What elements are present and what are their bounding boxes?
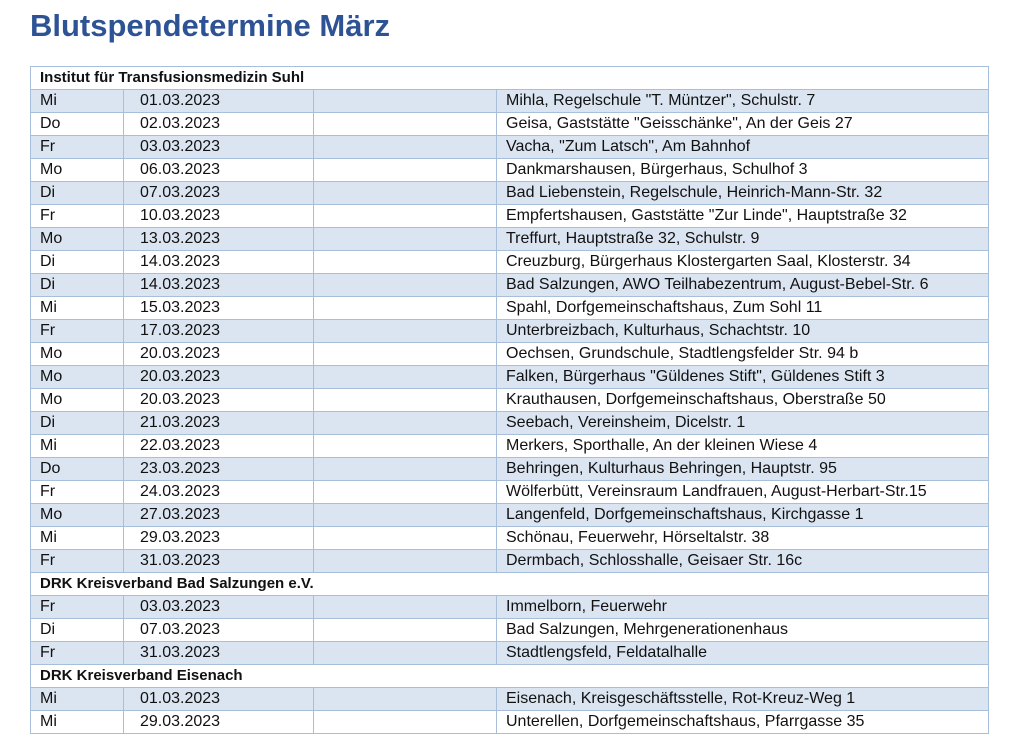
day-cell: Mo: [31, 366, 124, 389]
table-row: [31, 619, 989, 642]
date-cell: 13.03.2023: [124, 228, 314, 251]
date-cell: 23.03.2023: [124, 458, 314, 481]
date-cell: 02.03.2023: [124, 113, 314, 136]
day-cell: Mo: [31, 343, 124, 366]
table-row: [31, 596, 989, 619]
section-header-row: [31, 573, 989, 596]
location-cell: Spahl, Dorfgemeinschaftshaus, Zum Sohl 11: [497, 297, 989, 320]
time-cell: [314, 596, 497, 619]
time-cell: [314, 343, 497, 366]
day-cell: Mo: [31, 159, 124, 182]
table-row: [31, 711, 989, 734]
location-cell: Eisenach, Kreisgeschäftsstelle, Rot-Kreuz-Weg 1: [497, 688, 989, 711]
date-cell: 03.03.2023: [124, 136, 314, 159]
location-cell: Creuzburg, Bürgerhaus Klostergarten Saal, Klosterstr. 34: [497, 251, 989, 274]
location-cell: Wölferbütt, Vereinsraum Landfrauen, August-Herbart-Str.15: [497, 481, 989, 504]
time-cell: [314, 550, 497, 573]
table-row: [31, 90, 989, 113]
location-cell: Treffurt, Hauptstraße 32, Schulstr. 9: [497, 228, 989, 251]
date-cell: 07.03.2023: [124, 182, 314, 205]
time-cell: [314, 182, 497, 205]
day-cell: Mi: [31, 527, 124, 550]
location-cell: Unterellen, Dorfgemeinschaftshaus, Pfarrgasse 35: [497, 711, 989, 734]
day-cell: Fr: [31, 320, 124, 343]
time-cell: [314, 136, 497, 159]
date-cell: 20.03.2023: [124, 366, 314, 389]
date-cell: 03.03.2023: [124, 596, 314, 619]
date-cell: 29.03.2023: [124, 527, 314, 550]
time-cell: [314, 435, 497, 458]
date-cell: 20.03.2023: [124, 389, 314, 412]
location-cell: Vacha, "Zum Latsch", Am Bahnhof: [497, 136, 989, 159]
location-cell: Dankmarshausen, Bürgerhaus, Schulhof 3: [497, 159, 989, 182]
day-cell: Fr: [31, 596, 124, 619]
location-cell: Mihla, Regelschule "T. Müntzer", Schulstr. 7: [497, 90, 989, 113]
table-row: [31, 527, 989, 550]
table-row: [31, 182, 989, 205]
date-cell: 17.03.2023: [124, 320, 314, 343]
date-cell: 27.03.2023: [124, 504, 314, 527]
blood-donation-schedule-table: [30, 66, 989, 734]
location-cell: Falken, Bürgerhaus "Güldenes Stift", Güldenes Stift 3: [497, 366, 989, 389]
time-cell: [314, 481, 497, 504]
table-row: [31, 435, 989, 458]
table-row: [31, 550, 989, 573]
date-cell: 01.03.2023: [124, 688, 314, 711]
day-cell: Fr: [31, 550, 124, 573]
section-header-row: [31, 665, 989, 688]
day-cell: Mo: [31, 389, 124, 412]
section-title: DRK Kreisverband Eisenach: [31, 665, 989, 688]
section-header-row: [31, 67, 989, 90]
date-cell: 29.03.2023: [124, 711, 314, 734]
day-cell: Mo: [31, 228, 124, 251]
location-cell: Krauthausen, Dorfgemeinschaftshaus, Oberstraße 50: [497, 389, 989, 412]
time-cell: [314, 159, 497, 182]
date-cell: 24.03.2023: [124, 481, 314, 504]
location-cell: Seebach, Vereinsheim, Dicelstr. 1: [497, 412, 989, 435]
table-row: [31, 642, 989, 665]
day-cell: Mi: [31, 711, 124, 734]
time-cell: [314, 320, 497, 343]
day-cell: Fr: [31, 136, 124, 159]
time-cell: [314, 527, 497, 550]
day-cell: Di: [31, 619, 124, 642]
table-row: [31, 159, 989, 182]
table-row: [31, 504, 989, 527]
date-cell: 21.03.2023: [124, 412, 314, 435]
day-cell: Fr: [31, 642, 124, 665]
location-cell: Behringen, Kulturhaus Behringen, Hauptstr. 95: [497, 458, 989, 481]
time-cell: [314, 113, 497, 136]
day-cell: Mi: [31, 90, 124, 113]
location-cell: Geisa, Gaststätte "Geisschänke", An der Geis 27: [497, 113, 989, 136]
location-cell: Bad Salzungen, AWO Teilhabezentrum, August-Bebel-Str. 6: [497, 274, 989, 297]
table-row: [31, 366, 989, 389]
date-cell: 31.03.2023: [124, 642, 314, 665]
day-cell: Di: [31, 182, 124, 205]
table-row: [31, 320, 989, 343]
day-cell: Do: [31, 113, 124, 136]
location-cell: Bad Liebenstein, Regelschule, Heinrich-Mann-Str. 32: [497, 182, 989, 205]
date-cell: 07.03.2023: [124, 619, 314, 642]
time-cell: [314, 688, 497, 711]
time-cell: [314, 619, 497, 642]
table-row: [31, 228, 989, 251]
time-cell: [314, 711, 497, 734]
location-cell: Empfertshausen, Gaststätte "Zur Linde", Hauptstraße 32: [497, 205, 989, 228]
table-row: [31, 113, 989, 136]
time-cell: [314, 251, 497, 274]
table-row: [31, 412, 989, 435]
day-cell: Fr: [31, 205, 124, 228]
day-cell: Do: [31, 458, 124, 481]
table-row: [31, 389, 989, 412]
date-cell: 01.03.2023: [124, 90, 314, 113]
time-cell: [314, 504, 497, 527]
location-cell: Stadtlengsfeld, Feldatalhalle: [497, 642, 989, 665]
section-title: DRK Kreisverband Bad Salzungen e.V.: [31, 573, 989, 596]
location-cell: Schönau, Feuerwehr, Hörseltalstr. 38: [497, 527, 989, 550]
time-cell: [314, 90, 497, 113]
day-cell: Di: [31, 251, 124, 274]
time-cell: [314, 228, 497, 251]
table-row: [31, 481, 989, 504]
date-cell: 15.03.2023: [124, 297, 314, 320]
date-cell: 20.03.2023: [124, 343, 314, 366]
location-cell: Merkers, Sporthalle, An der kleinen Wiese 4: [497, 435, 989, 458]
date-cell: 14.03.2023: [124, 274, 314, 297]
time-cell: [314, 366, 497, 389]
location-cell: Dermbach, Schlosshalle, Geisaer Str. 16c: [497, 550, 989, 573]
location-cell: Oechsen, Grundschule, Stadtlengsfelder Str. 94 b: [497, 343, 989, 366]
date-cell: 22.03.2023: [124, 435, 314, 458]
time-cell: [314, 297, 497, 320]
time-cell: [314, 389, 497, 412]
table-row: [31, 297, 989, 320]
table-row: [31, 688, 989, 711]
day-cell: Di: [31, 274, 124, 297]
location-cell: Bad Salzungen, Mehrgenerationenhaus: [497, 619, 989, 642]
table-row: [31, 458, 989, 481]
date-cell: 31.03.2023: [124, 550, 314, 573]
time-cell: [314, 274, 497, 297]
day-cell: Mi: [31, 297, 124, 320]
table-row: [31, 274, 989, 297]
section-title: Institut für Transfusionsmedizin Suhl: [31, 67, 989, 90]
date-cell: 14.03.2023: [124, 251, 314, 274]
date-cell: 06.03.2023: [124, 159, 314, 182]
time-cell: [314, 205, 497, 228]
location-cell: Unterbreizbach, Kulturhaus, Schachtstr. 10: [497, 320, 989, 343]
date-cell: 10.03.2023: [124, 205, 314, 228]
time-cell: [314, 642, 497, 665]
table-row: [31, 136, 989, 159]
location-cell: Langenfeld, Dorfgemeinschaftshaus, Kirchgasse 1: [497, 504, 989, 527]
time-cell: [314, 412, 497, 435]
day-cell: Mo: [31, 504, 124, 527]
schedule-body: [31, 67, 989, 734]
page-title: Blutspendetermine März: [30, 8, 391, 43]
table-row: [31, 343, 989, 366]
day-cell: Fr: [31, 481, 124, 504]
time-cell: [314, 458, 497, 481]
day-cell: Di: [31, 412, 124, 435]
table-row: [31, 205, 989, 228]
table-row: [31, 251, 989, 274]
day-cell: Mi: [31, 435, 124, 458]
location-cell: Immelborn, Feuerwehr: [497, 596, 989, 619]
day-cell: Mi: [31, 688, 124, 711]
